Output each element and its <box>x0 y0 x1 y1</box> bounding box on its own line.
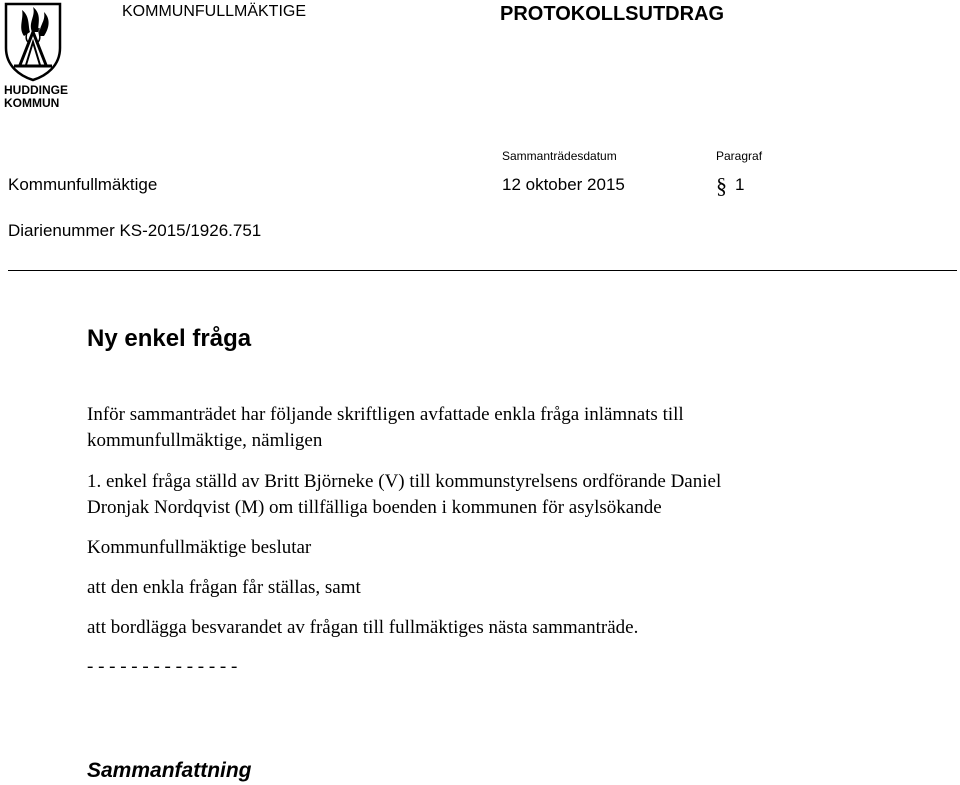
document-type-title: PROTOKOLLSUTDRAG <box>500 3 725 25</box>
logo-text-huddinge: HUDDINGE <box>4 83 69 97</box>
decision-item-1: att den enkla frågan får ställas, samt <box>87 577 361 598</box>
registration-number: Diarienummer KS-2015/1926.751 <box>8 221 262 240</box>
separator-dashes: - - - - - - - - - - - - - - <box>87 656 238 677</box>
date-label: Sammanträdesdatum <box>502 149 617 163</box>
huddinge-logo <box>2 2 69 110</box>
coat-of-arms-icon <box>2 2 64 82</box>
intro-text-line2: kommunfullmäktige, nämligen <box>87 430 323 451</box>
decision-item-2: att bordlägga besvarandet av frågan till fullmäktiges nästa sammanträde. <box>87 617 639 638</box>
logo-text-kommun: KOMMUN <box>4 96 60 110</box>
body-name: Kommunfullmäktige <box>8 175 158 194</box>
org-type-label: KOMMUNFULLMÄKTIGE <box>122 3 307 20</box>
summary-heading: Sammanfattning <box>87 759 252 782</box>
paragraph-label: Paragraf <box>716 149 763 163</box>
decision-intro: Kommunfullmäktige beslutar <box>87 537 312 558</box>
paragraph-symbol: § <box>716 173 727 198</box>
header-divider <box>8 270 957 271</box>
question-text-line1: 1. enkel fråga ställd av Britt Björneke (V) till kommunstyrelsens ordförande Daniel <box>87 471 722 492</box>
paragraph-number: 1 <box>735 175 745 194</box>
meeting-date: 12 oktober 2015 <box>502 175 625 194</box>
section-heading: Ny enkel fråga <box>87 325 252 352</box>
intro-text-line1: Inför sammanträdet har följande skriftligen avfattade enkla fråga inlämnats till <box>87 404 684 425</box>
question-text-line2: Dronjak Nordqvist (M) om tillfälliga boenden i kommunen för asylsökande <box>87 497 662 518</box>
